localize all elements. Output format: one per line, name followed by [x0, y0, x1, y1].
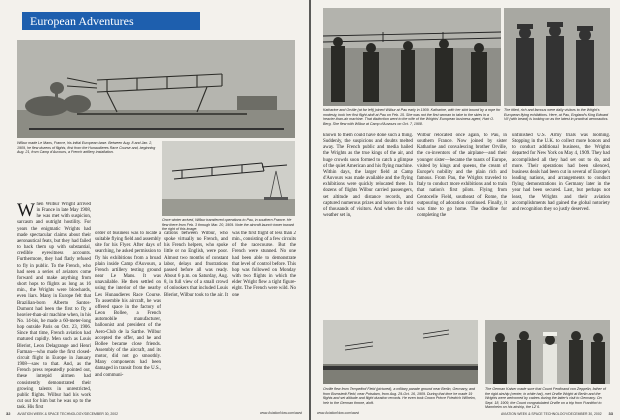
caption-pau: Once winter arrived, Wilbur transferred operations to Pau, in southern France. He flew there from Feb. 3 through Mar. 20, 1909. Note the aircraft launch tower toward the right of this image. [162, 218, 294, 232]
right-body-col2 [417, 133, 507, 321]
right-col1-text: known to them could have done such a thing. Suddenly, the suspicions and doubts melted away. The French public and media hailed the Wrights as the true kings of the air, and huge crowds soon formed to catch a glimpse of the quiet American and his flying machine. Within days, the larger field at Camp d'Auvours was made available and the flying exhibitions were quickly relocated there. In dozens of flights Wilbur carried passengers, set altitude and distance records, and captured numerous prizes and honors in front of thousands of visitors. And when the cold weather set in, [323, 133, 413, 219]
left-col3-text: cations between Wilbur, who spoke virtually no French, and his French helpers, who spoke little or no English, were poor. Almost two months of constant labor, delays and frustrations passed before all was ready. About 6 p.m. on Saturday, Aug. 8, in full view of a small crowd of onlookers that included Louis Bleriot, Wilbur took to the air. It was the first flight of less than 2 min., consisting of a few circuits of the racecourse. But the French were stunned. No one had been able to demonstrate that level of control before. This hop was followed on Monday with two flights in which the elder Wright flew a tight figure-eight. The French were wild. No one [164, 231, 296, 298]
right-col3-text: unfinished U.S. Army trials was looming. Stopping in the U.K. to collect more honors and to conduct additional business, the Wrights departed for New York on May 4, 1909. They had accomplished all they had set out to do, and more. Their operations had been silenced, business deals had been cut in several of Europe's leading nations, and arrangements to conduct flying demonstrations in Germany later in the year had been secured. Last, but perhaps not least, the Wrights and their aviation accomplishments had gained the global notoriety and recognition they so justly deserved. [512, 133, 610, 212]
photo-zeppelin [485, 320, 610, 384]
left-body-col1 [17, 202, 91, 410]
left-body-col3 [164, 231, 296, 409]
left-page [0, 0, 309, 420]
right-body-col3 [512, 133, 610, 321]
photo-king-edward [504, 8, 610, 106]
right-footer [317, 411, 617, 416]
photo-katharine-orville [323, 8, 501, 106]
left-col1-text: hen Wilbur Wright arrived in France in late May 1908, he was met with suspicion, sarcasm and outright hostility. For years the enigmatic Wrights had made spectacular claims about their aeronautical feats, but they had failed to back them up with substantial, credible eyewitness accounts. Furthermore, they had flatly refused to fly in public. To the French, who had seen a series of aviators come forward and make anything from short hops to flights as long as 16 min., the Wrights were blowhards, even liars. Many in Europe felt that Brazilian-born Alberto Santos-Dumont had been the first to fly a heavier-than-air machine when, in his No. 14-bis, he made a 60-meter-long hop outside Paris on Oct. 23, 1906. Since that time, French aviation had matured rapidly. Men such as Louis Bleriot, Leon Delagrange and Henri Farman—who made the first closed-circuit flight in Europe in January 1908—saw to that. And, as the French press repeatedly pointed out, these intrepid airmen had consistently demonstrated their growing talents in unrestricted, public flights. Wilbur had his work cut out for him but he was up to the task. His first [17, 202, 91, 410]
right-col2-text: Wilbur relocated once again, to Pau, in southern France. Now joined by sister Katharine and convalescing brother Orville, the co-inventors of the airplane—and their younger sister—became the toasts of Europe, visited by kings and queens, the cream of Europe's nobility and the plain rich and famous. From Pau, the Wrights traveled to Italy to conduct more exhibitions and to train that nation's first pilots. Flying from Centocelle Field, southeast of Rome, the outpouring of adoration continued. Finally, it was time to go home. The deadline for completing the [417, 133, 507, 219]
left-footer-mag: AVIATION WEEK & SPACE TECHNOLOGY/DECEMBER 30, 2002 [17, 412, 118, 416]
right-page [311, 0, 620, 420]
caption-le-mans: Wilbur made Le Mans, France, his initial European base. Between Aug. 8 and Jan. 2, 1909, he flew dozens of flights, first from the Hunaudieres Race Course and, beginning Aug. 21, from Camp d'Auvours, a French artillery installation. [17, 141, 156, 155]
caption-katharine: Katharine and Orville (at far left) joined Wilbur at Pau early in 1909. Katharine, with her skirt bound by a rope for modesty, took her first flight aloft at Pau on Feb. 15. She was not the first woman to take to the skies in a heavier-than-air machine. That distinction went to the wife of the Wrights' European business agent, Hart O. Berg. She flew with Wilbur at Camp d'Auvours on Oct. 7, 1908. [323, 108, 501, 126]
caption-king-edward: The titled, rich and famous were daily visitors to the Wright's European flying exhibitions. Here, at Pau, England's King Edward VII (with beard) is looking on as the latest in practical aeronautics. [504, 108, 609, 122]
caption-tempelhof: Orville flew from Tempelhof Field (pictured), a military parade ground near Berlin, Germany, and from Bornstedt Field, near Potsdam, from Aug. 29-Oct. 16, 1909. During that time he made 19 flights and set altitude and flight duration records. He even took Crown Prince Friedrich Wilhelm, heir to the German throne, aloft. [323, 387, 476, 405]
left-body-col2 [95, 231, 161, 409]
right-footer-url: www.AviationNow.com/awst [317, 411, 359, 415]
photo-flyer-le-mans [17, 40, 295, 138]
photo-tempelhof [323, 320, 478, 384]
section-title: European Adventures [22, 12, 200, 30]
left-footer [6, 411, 306, 416]
right-page-number: 33 [608, 411, 613, 416]
drop-cap: W [17, 202, 35, 221]
right-footer-mag: AVIATION WEEK & SPACE TECHNOLOGY/DECEMBER 30, 2002 [501, 412, 602, 416]
photo-flyer-pau [162, 141, 295, 216]
caption-zeppelin: The German Kaiser made sure that Count Ferdinand von Zeppelin, father of the rigid airship (center, in white hat), met Orville Wright at Berlin and the Wrights were welcomed by cadres during the latter's visit to Germany. On Sept. 18, 1909, the Count congratulated Orville on a trip from Frankfort to Mannheim on his airship, the LZ 6. [485, 387, 606, 410]
right-body-col1 [323, 133, 413, 321]
left-col2-text: order of business was to locate a suitable flying field and assembly site for his Flyer. After days of searching, he asked permission to fly his exhibitions from a broad plain inside Camp d'Auvours, a French artillery testing ground near Le Mans. It was unavailable. He then settled on using the interior of the nearby Les Hunaudieres Race Course. To assemble his aircraft, he was offered space in the factory of Leon Bollee, a French automobile manufacturer, balloonist and president of the Aero-Club de la Sarthe. Wilbur accepted the offer, and he and Bollee became close friends. Assembly of the aircraft, and its motor, did not go smoothly. Many components had been damaged in transit from the U.S., and communi- [95, 231, 161, 378]
left-page-number: 32 [6, 411, 11, 416]
left-footer-url: www.AviationNow.com/awst [260, 411, 302, 415]
